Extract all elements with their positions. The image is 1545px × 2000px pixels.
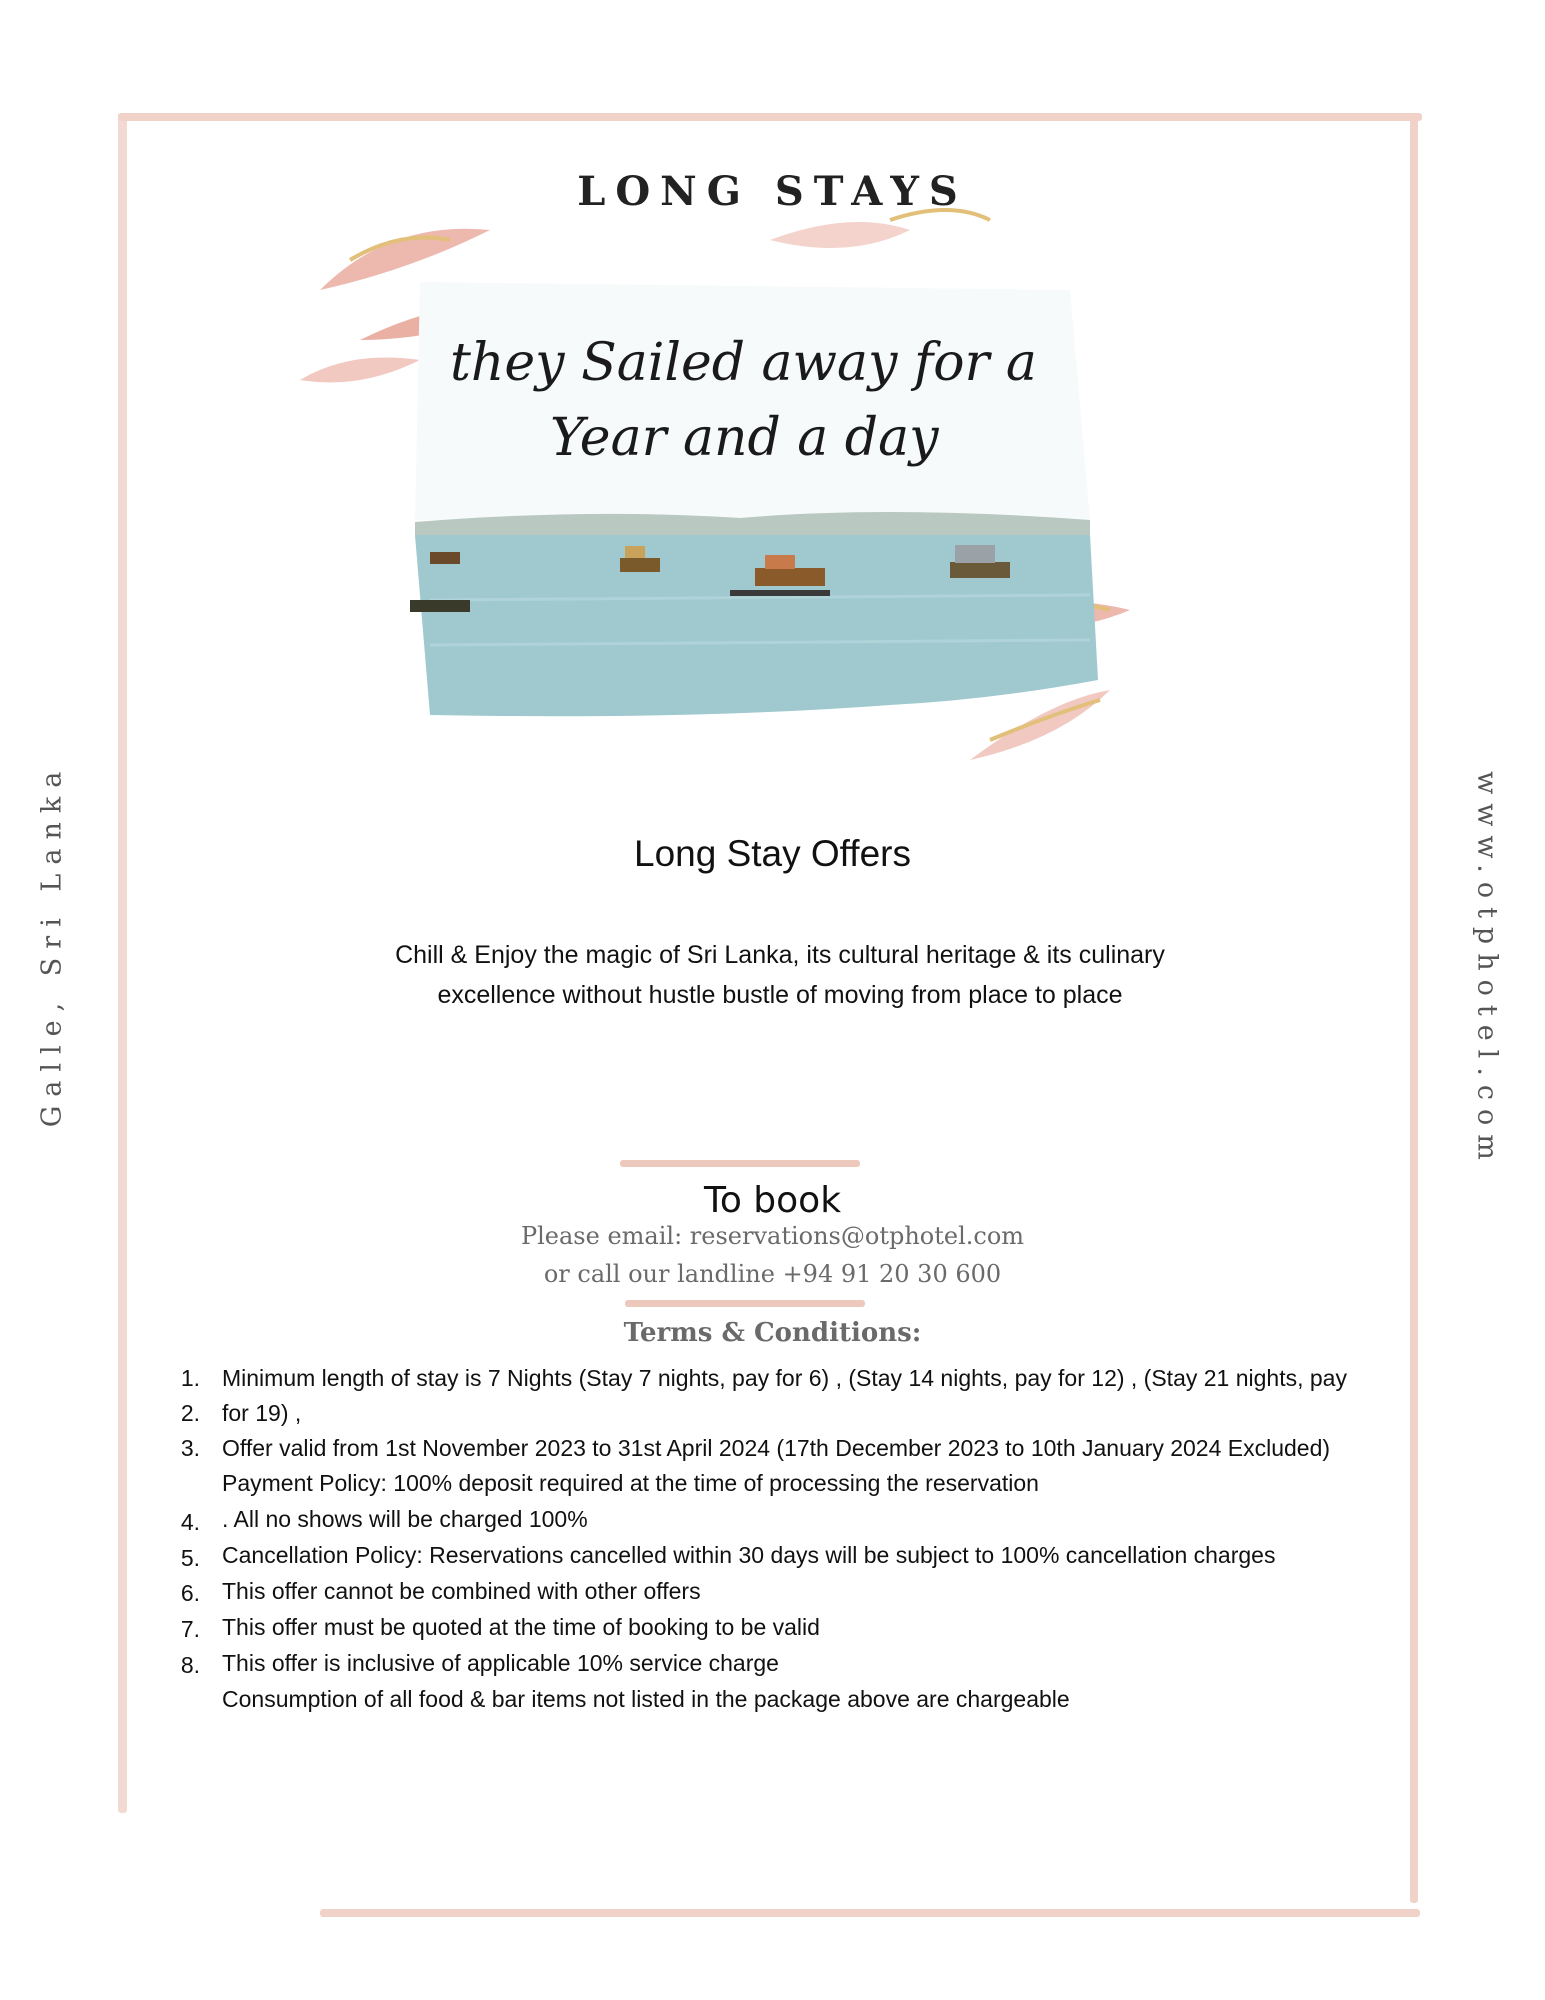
intro-paragraph <box>330 935 1230 1015</box>
frame-right-border <box>1410 113 1418 1903</box>
term-line: This offer is inclusive of applicable 10% service charge <box>222 1650 779 1676</box>
terms-title: Terms & Conditions: <box>623 1318 922 1348</box>
booking-bottom-brush <box>625 1300 865 1307</box>
term-line: . All no shows will be charged 100% <box>222 1506 588 1532</box>
frame-left-border <box>118 113 127 1813</box>
frame-bottom-border <box>320 1909 1420 1917</box>
term-line: Payment Policy: 100% deposit required at the time of processing the reservation <box>222 1470 1039 1496</box>
term-line: Consumption of all food & bar items not listed in the package above are chargeable <box>222 1686 1070 1712</box>
term-line: This offer must be quoted at the time of booking to be valid <box>222 1614 820 1640</box>
side-location-text: Galle, Sri Lanka <box>36 762 68 1128</box>
term-number: 5. <box>180 1545 200 1571</box>
hero-handwriting-line2: Year and a day <box>550 408 939 468</box>
sky-area <box>415 282 1090 520</box>
term-number: 7. <box>180 1616 200 1642</box>
booking-email-line[interactable]: Please email: reservations@otphotel.com <box>520 1222 1025 1250</box>
intro-line-1: Chill & Enjoy the magic of Sri Lanka, its cultural heritage & its culinary <box>395 941 1165 969</box>
hero-handwriting-line1: they Sailed away for a <box>450 333 1037 393</box>
term-number: 3. <box>180 1435 200 1461</box>
term-number: 2. <box>180 1400 200 1426</box>
hero-illustration <box>290 200 1210 775</box>
term-line: for 19) , <box>222 1400 302 1426</box>
term-number: 4. <box>180 1509 200 1535</box>
booking-title: To book <box>703 1180 842 1221</box>
frame-top-border <box>118 113 1422 121</box>
term-line: Cancellation Policy: Reservations cancelled within 30 days will be subject to 100% cancellation charges <box>222 1542 1276 1568</box>
term-line: This offer cannot be combined with other offers <box>222 1578 701 1604</box>
term-number: 1. <box>180 1365 200 1391</box>
banner-title: LONG STAYS <box>577 168 968 215</box>
booking-phone-line[interactable]: or call our landline +94 91 20 30 600 <box>543 1260 1002 1288</box>
intro-line-2: excellence without hustle bustle of moving from place to place <box>437 981 1123 1009</box>
term-number: 8. <box>180 1652 200 1678</box>
term-line: Offer valid from 1st November 2023 to 31st April 2024 (17th December 2023 to 10th January 2024 Excluded) <box>222 1435 1331 1461</box>
page-heading: Long Stay Offers <box>634 833 911 874</box>
term-line: Minimum length of stay is 7 Nights (Stay 7 nights, pay for 6) , (Stay 14 nights, pay for 12) , (Stay 21 nights, pay <box>222 1365 1347 1391</box>
side-website-text: www.otphotel.com <box>1471 771 1503 1169</box>
booking-top-brush <box>620 1160 860 1167</box>
term-number: 6. <box>180 1580 200 1606</box>
